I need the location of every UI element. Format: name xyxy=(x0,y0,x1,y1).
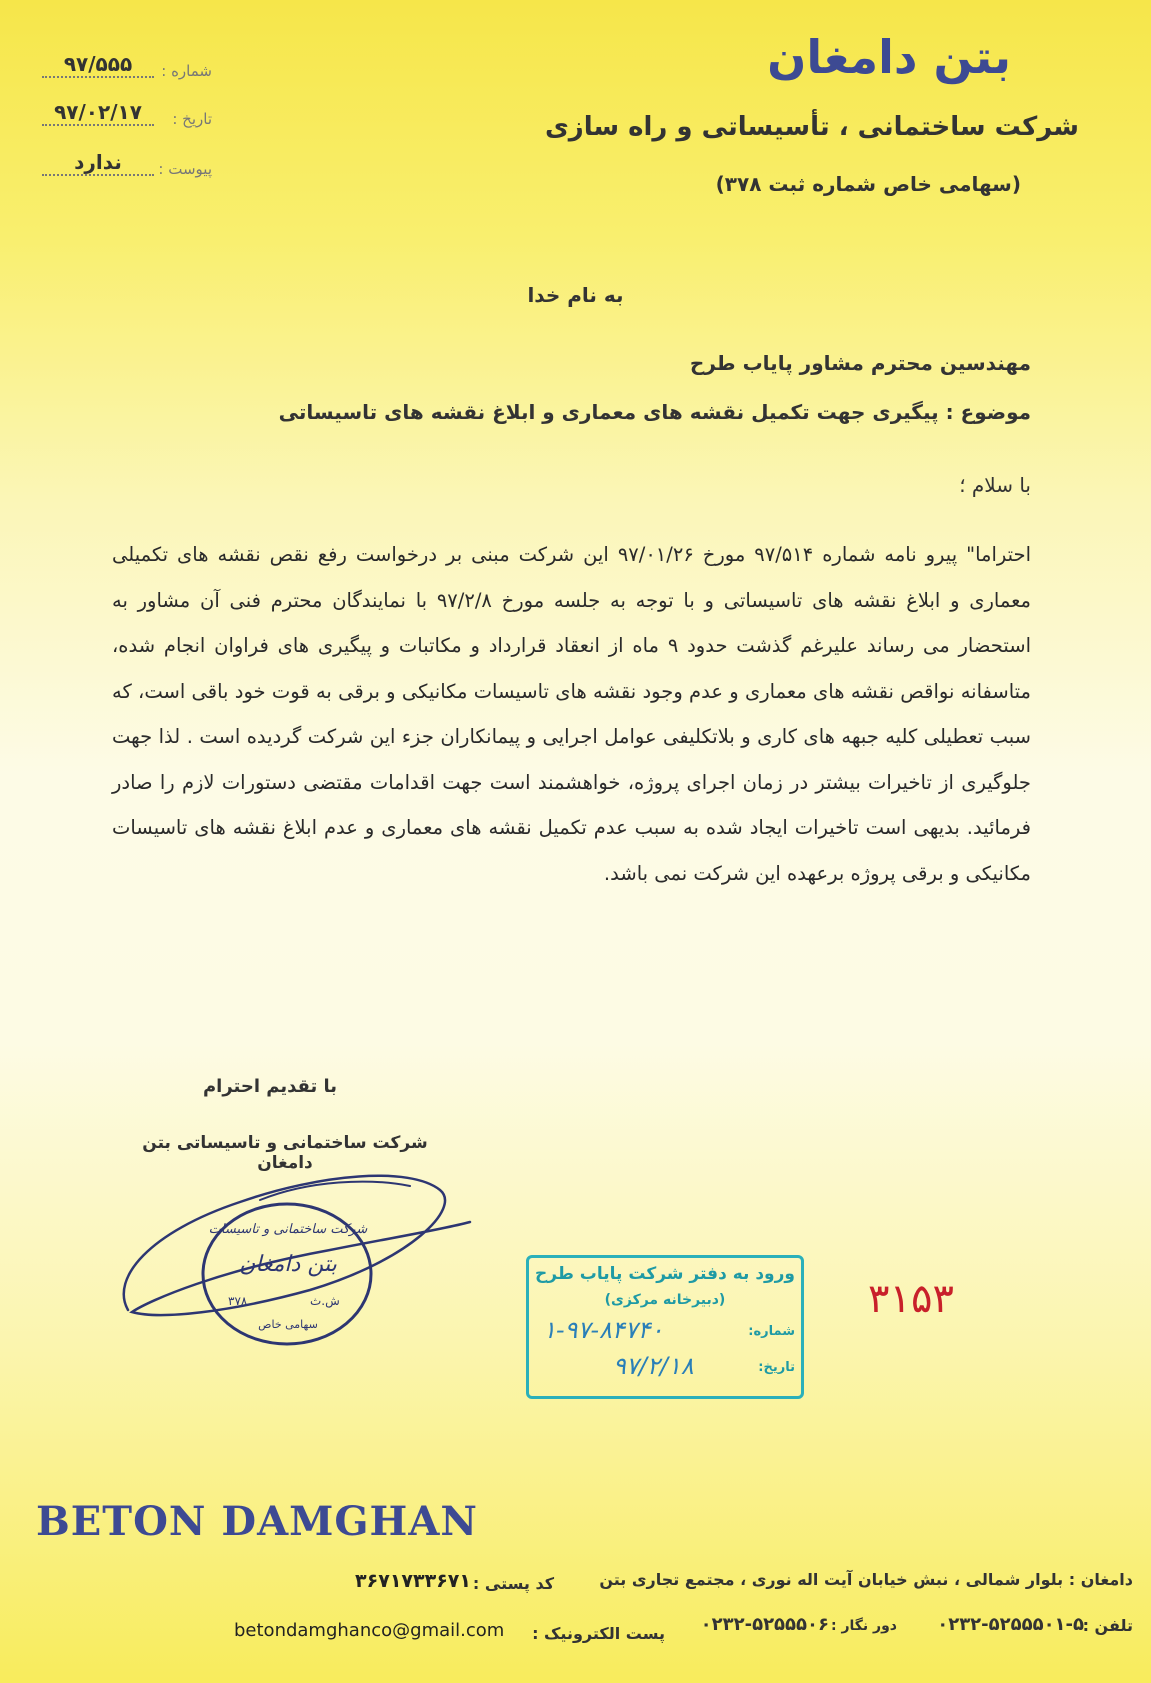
seal-line1: شرکت ساختمانی و تاسیسات xyxy=(208,1222,368,1237)
subject-line: موضوع : پیگیری جهت تکمیل نقشه های معماری و ابلاغ نقشه های تاسیساتی xyxy=(278,400,1031,424)
stamp-subtitle: (دبیرخانه مرکزی) xyxy=(604,1292,726,1308)
letter-date-label: تاریخ : xyxy=(172,110,212,128)
seal-line2: بتن دامغان xyxy=(239,1252,337,1277)
company-brand: بتن دامغان xyxy=(767,30,1011,84)
stamp-number-label: شماره: xyxy=(748,1324,795,1339)
addressee: مهندسین محترم مشاور پایاب طرح xyxy=(689,351,1031,375)
phone-label: تلفن : xyxy=(1082,1616,1133,1635)
stamp-title: ورود به دفتر شرکت پایاب طرح xyxy=(535,1264,795,1284)
greeting: با سلام ؛ xyxy=(959,473,1031,497)
receipt-stamp xyxy=(526,1255,804,1399)
fax-label: دور نگار : xyxy=(830,1618,897,1634)
attachment-value: ندارد xyxy=(42,150,154,176)
letter-number-value: ۹۷/۵۵۵ xyxy=(42,52,154,78)
letter-date-value: ۹۷/۰۲/۱۷ xyxy=(42,100,154,126)
bismillah: به نام خدا xyxy=(527,283,624,307)
letter-date-row xyxy=(42,100,220,130)
seal-reg-abbr: ش.ث xyxy=(310,1294,340,1308)
fax-number: ۰۲۳۲-۵۲۵۵۵۰۶ xyxy=(700,1614,829,1635)
closing-phrase: با تقدیم احترام xyxy=(202,1076,338,1097)
postal-label: کد پستی : xyxy=(472,1574,554,1593)
company-seal xyxy=(198,1200,378,1350)
seal-reg-number: ۳۷۸ xyxy=(228,1294,248,1308)
signer-company: شرکت ساختمانی و تاسیساتی بتن دامغان xyxy=(142,1133,428,1173)
company-name: شرکت ساختمانی ، تأسیساتی و راه سازی xyxy=(544,112,1079,142)
seal-type: سهامی خاص xyxy=(258,1318,318,1331)
letter-body: احتراما" پیرو نامه شماره ۹۷/۵۱۴ مورخ ۹۷/۰۱/۲۶ این شرکت مبنی بر درخواست رفع نقص نقشه های تکمیلی معماری و ابلاغ نقشه های تاسیساتی و با توجه به جلسه مورخ ۹۷/۲/۸ با نمایندگان محترم فنی آن مشاور به استحضار می رساند علیرغم گذشت حدود ۹ ماه از انعقاد قرارداد و مکاتبات و پیگیری های فراوان انجام شده، متاسفانه نواقص نقشه های معماری و عدم وجود نقشه های تاسیسات مکانیکی و برقی به قوت خود باقی است، که سبب تعطیلی کلیه جبهه های کاری و بلاتکلیفی عوامل اجرایی و پیمانکاران جزء این شرکت گردیده است . لذا جهت جلوگیری از تاخیرات بیشتر در زمان اجرای پروژه، خواهشمند است جهت اقدامات مقتضی دستورات لازم را صادر فرمائید. بدیهی است تاخیرات ایجاد شده به سبب عدم تکمیل نقشه های معماری و عدم ابلاغ نقشه های تاسیسات مکانیکی و برقی پروژه برعهده این شرکت نمی باشد. xyxy=(112,543,1031,885)
attachment-label: پیوست : xyxy=(158,160,212,178)
footer-address: دامغان : بلوار شمالی ، نبش خیابان آیت اله نوری ، مجتمع تجاری بتن xyxy=(599,1570,1133,1589)
postal-code: ۳۶۷۱۷۳۳۶۷۱ xyxy=(355,1570,471,1592)
attachment-row xyxy=(42,150,220,180)
email-address[interactable]: betondamghanco@gmail.com xyxy=(234,1620,505,1641)
letter-number-label: شماره : xyxy=(161,62,212,80)
letter-number-row xyxy=(42,52,220,82)
brand-english: BETON DAMGHAN xyxy=(36,1498,478,1545)
email-label: پست الکترونیک : xyxy=(532,1624,665,1643)
stamp-date-value: ۹۷/۲/۱۸ xyxy=(613,1352,694,1380)
stamp-date-label: تاریخ: xyxy=(758,1360,795,1375)
stamp-number-value: ۱-۹۷-۸۴۷۴۰ xyxy=(543,1316,664,1344)
handwritten-number: ۳۱۵۳ xyxy=(868,1276,954,1322)
company-registration: (سهامی خاص شماره ثبت ۳۷۸) xyxy=(715,172,1021,196)
phone-number: ۰۲۳۲-۵۲۵۵۵۰۱-۵ xyxy=(937,1614,1084,1635)
